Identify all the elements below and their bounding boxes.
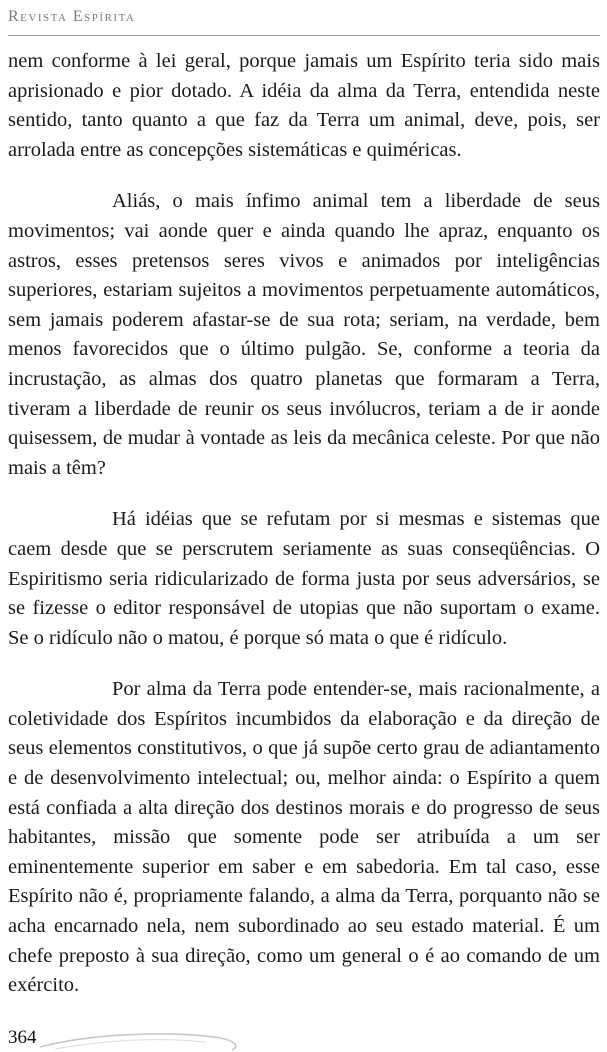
header-rule	[8, 35, 600, 36]
paragraph: Aliás, o mais ínfimo animal tem a liberdade de seus movimentos; vai aonde quer e ainda quando lhe apraz, enquanto os astros, esses pretensos seres vivos e animados por inteligências superiores, estariam sujeitos a movimentos perpetuamente automáticos, sem jamais poderem afastar-se de sua rota; seriam, na verdade, bem menos favorecidos que o último pulgão. Se, conforme a teoria da incrustação, as almas dos quatro planetas que formaram a Terra, tiveram a liberdade de reunir os seus invólucros, teriam a de ir aonde quisessem, de mudar à vontade as leis da mecânica celeste. Por que não mais a têm?	[8, 190, 600, 479]
paragraph: Por alma da Terra pode entender-se, mais racionalmente, a coletividade dos Espíritos incumbidos da elaboração e da direção de seus elementos constitutivos, o que já supõe certo grau de adiantamento e de desenvolvimento intelectual; ou, melhor ainda: o Espírito a quem está confiada a alta direção dos destinos morais e do progresso de seus habitantes, missão que somente pode ser atribuída a um ser eminentemente superior em saber e em sabedoria. Em tal caso, esse Espírito não é, propriamente falando, a alma da Terra, porquanto não se acha encarnado nela, nem subordinado ao seu estado material. É um chefe preposto à sua direção, como um general o é ao comando de um exército.	[8, 678, 600, 997]
footer-swoosh-ornament	[0, 1020, 260, 1052]
paragraph: Há idéias que se refutam por si mesmas e sistemas que caem desde que se perscrutem seriamente as suas conseqüências. O Espiritismo seria ridicularizado de forma justa por seus adversários, se se fizesse o editor responsável de utopias que não suportam o exame. Se o ridículo não o matou, é porque só mata o que é ridículo.	[8, 508, 600, 649]
running-header: Revista Espírita	[8, 8, 136, 25]
page-number: 364	[8, 1027, 37, 1048]
page-body	[8, 47, 600, 1023]
paragraph-continuation: nem conforme à lei geral, porque jamais um Espírito teria sido mais aprisionado e pior dotado. A idéia da alma da Terra, entendida neste sentido, tanto quanto a que faz da Terra um animal, deve, pois, ser arrolada entre as concepções sistemáticas e quiméricas.	[8, 50, 600, 161]
